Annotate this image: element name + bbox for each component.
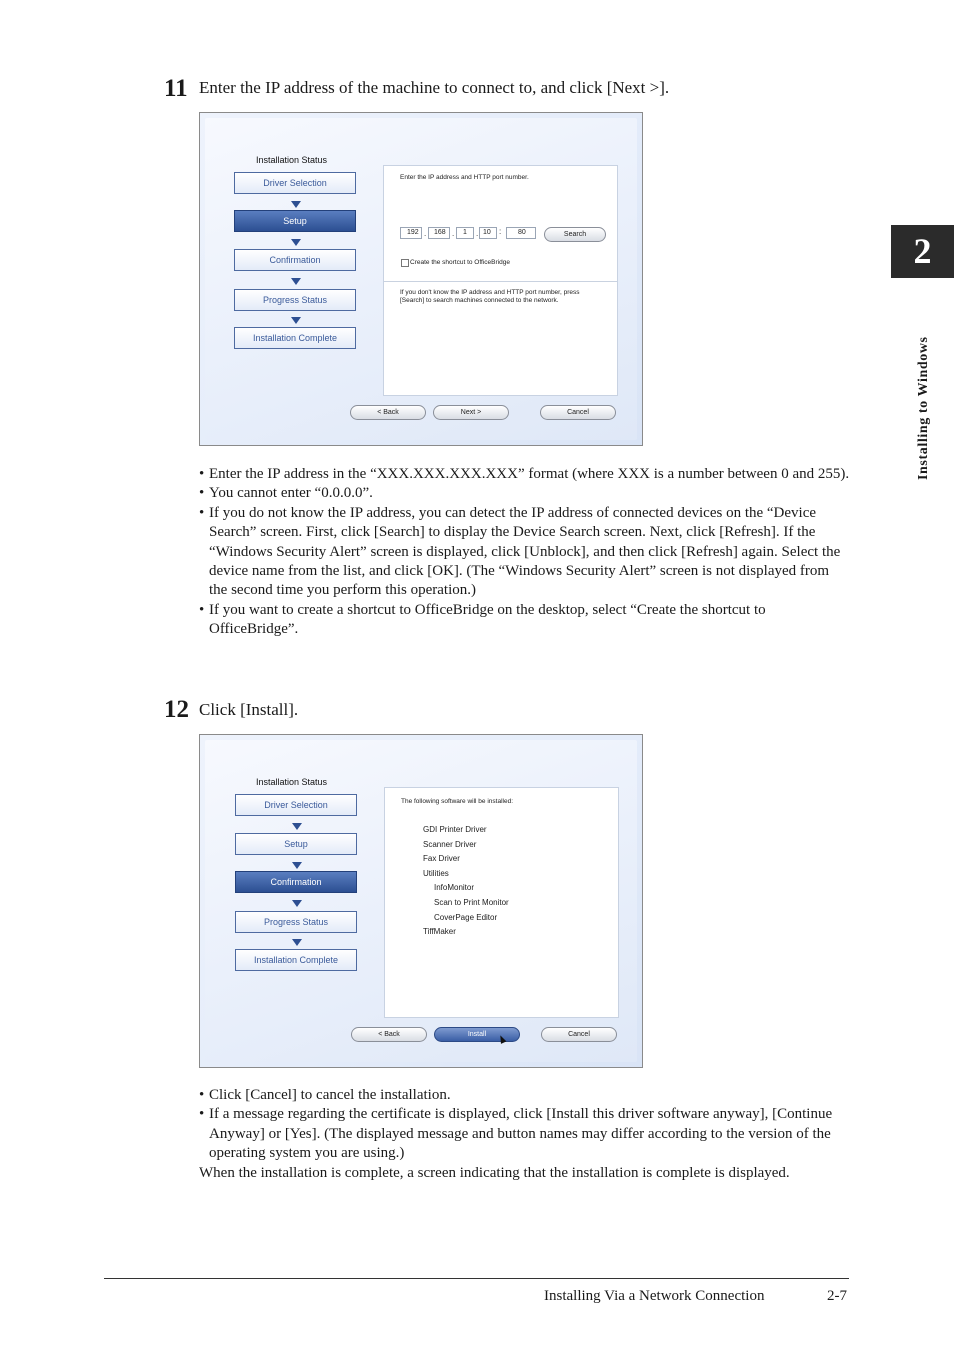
cancel-button[interactable]: Cancel bbox=[540, 405, 616, 420]
step-12-notes bbox=[199, 1086, 851, 1164]
arrow-down-icon bbox=[292, 823, 302, 830]
step-confirmation: Confirmation bbox=[235, 871, 357, 893]
note-item: • Click [Cancel] to cancel the installation. bbox=[199, 1086, 851, 1105]
arrow-down-icon bbox=[291, 278, 301, 285]
step-driver-selection: Driver Selection bbox=[234, 172, 356, 194]
arrow-down-icon bbox=[292, 939, 302, 946]
cancel-button[interactable]: Cancel bbox=[541, 1027, 617, 1042]
arrow-down-icon bbox=[292, 900, 302, 907]
step-confirmation: Confirmation bbox=[234, 249, 356, 271]
arrow-down-icon bbox=[291, 317, 301, 324]
arrow-down-icon bbox=[291, 239, 301, 246]
ip-octet-1-input[interactable]: 192 bbox=[400, 227, 422, 239]
step-setup: Setup bbox=[234, 210, 356, 232]
installation-status-title: Installation Status bbox=[256, 155, 328, 165]
step-setup: Setup bbox=[235, 833, 357, 855]
note-item: • If a message regarding the certificate is displayed, click [Install this driver software anyway], [Continue Anyway] or [Yes]. (The displayed message and button names may differ according to the version of the operating system you are using.) bbox=[199, 1105, 851, 1163]
software-item: Scanner Driver bbox=[423, 839, 477, 849]
install-button[interactable]: Install bbox=[434, 1027, 520, 1042]
page-number: 2-7 bbox=[827, 1288, 847, 1304]
software-subitem: CoverPage Editor bbox=[434, 912, 498, 922]
step-driver-selection: Driver Selection bbox=[235, 794, 357, 816]
search-button[interactable]: Search bbox=[544, 227, 606, 242]
note-item: • If you want to create a shortcut to OfficeBridge on the desktop, select “Create the shortcut to OfficeBridge”. bbox=[199, 601, 851, 640]
software-prompt: The following software will be installed: bbox=[401, 798, 513, 805]
footer-rule bbox=[104, 1278, 849, 1279]
step-installation-complete: Installation Complete bbox=[234, 327, 356, 349]
ip-octet-4-input[interactable]: 10 bbox=[479, 227, 497, 239]
next-button[interactable]: Next > bbox=[433, 405, 509, 420]
step-installation-complete: Installation Complete bbox=[235, 949, 357, 971]
software-item: TiffMaker bbox=[423, 927, 456, 937]
screenshot-ip-entry bbox=[199, 112, 643, 446]
panel-divider bbox=[384, 281, 617, 282]
arrow-down-icon bbox=[292, 862, 302, 869]
ip-prompt: Enter the IP address and HTTP port number. bbox=[400, 174, 529, 181]
note-item: • Enter the IP address in the “XXX.XXX.XXX.XXX” format (where XXX is a number between 0 and 255). bbox=[199, 465, 851, 484]
step-progress-status: Progress Status bbox=[234, 289, 356, 311]
step-12-number: 12 bbox=[164, 696, 189, 723]
create-shortcut-checkbox[interactable] bbox=[401, 259, 409, 267]
software-item: GDI Printer Driver bbox=[423, 825, 487, 834]
back-button[interactable]: < Back bbox=[351, 1027, 427, 1042]
ip-separator: . bbox=[452, 229, 455, 238]
create-shortcut-label: Create the shortcut to OfficeBridge bbox=[410, 259, 510, 266]
side-section-label bbox=[914, 290, 936, 480]
ip-octet-3-input[interactable]: 1 bbox=[456, 227, 474, 239]
software-item: Fax Driver bbox=[423, 854, 460, 864]
ip-octet-2-input[interactable]: 168 bbox=[428, 227, 450, 239]
ip-entry-panel bbox=[383, 165, 618, 396]
note-item: • You cannot enter “0.0.0.0”. bbox=[199, 484, 851, 503]
closing-paragraph: When the installation is complete, a screen indicating that the installation is complete is displayed. bbox=[199, 1165, 790, 1181]
footer-section-title: Installing Via a Network Connection bbox=[544, 1288, 765, 1304]
chapter-tab: 2 bbox=[891, 225, 954, 278]
software-list-panel bbox=[384, 787, 619, 1018]
port-input[interactable]: 80 bbox=[506, 227, 536, 239]
ip-separator: . bbox=[424, 229, 427, 238]
back-button[interactable]: < Back bbox=[350, 405, 426, 420]
port-separator: : bbox=[499, 227, 502, 236]
note-item: • If you do not know the IP address, you can detect the IP address of connected devices on the “Device Search” screen. First, click [Search] to display the Device Search screen. Next, click [Refresh]. If the “Windows Security Alert” screen is displayed, click [Unblock], and then click [Refresh] again. Select the device name from the list, and click [OK]. (The “Windows Security Alert” screen is not displayed from the second time you perform this operation.) bbox=[199, 504, 851, 601]
software-item: Utilities bbox=[423, 868, 449, 878]
help-text-line-1: If you don't know the IP address and HTTP port number, press bbox=[400, 289, 580, 296]
step-progress-status: Progress Status bbox=[235, 911, 357, 933]
step-11-notes bbox=[199, 465, 851, 640]
installation-status-title: Installation Status bbox=[256, 777, 328, 787]
software-list bbox=[423, 823, 509, 940]
step-11-text: Enter the IP address of the machine to connect to, and click [Next >]. bbox=[199, 78, 670, 97]
side-section-label-text: Installing to Windows bbox=[916, 336, 931, 480]
screenshot-confirm-install bbox=[199, 734, 643, 1068]
help-text-line-2: [Search] to search machines connected to the network. bbox=[400, 297, 559, 304]
software-subitem: InfoMonitor bbox=[434, 883, 475, 893]
ip-separator: . bbox=[476, 229, 479, 238]
software-subitem: Scan to Print Monitor bbox=[434, 897, 509, 907]
arrow-down-icon bbox=[291, 201, 301, 208]
step-11-number: 11 bbox=[164, 75, 188, 102]
step-12-text: Click [Install]. bbox=[199, 700, 299, 719]
